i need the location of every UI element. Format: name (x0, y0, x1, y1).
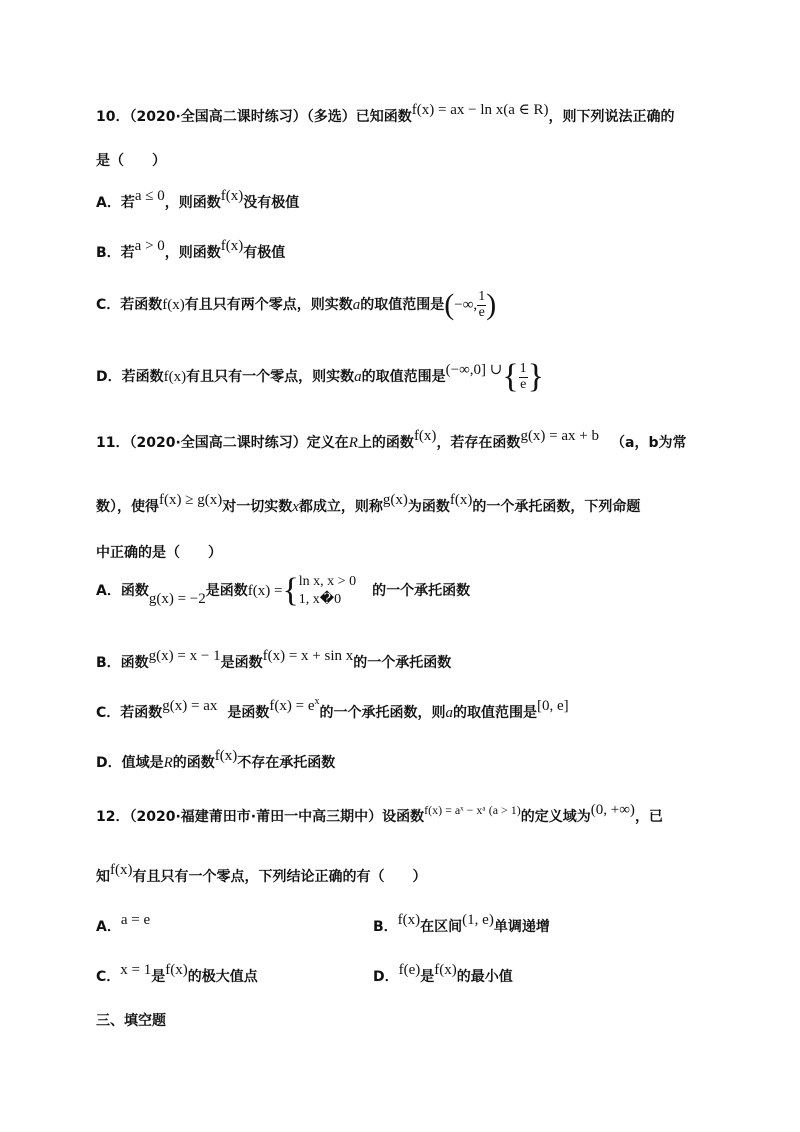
q12-a-pre: A． (96, 919, 121, 935)
q11-l2-end: 的一个承托函数，下列命题 (472, 499, 641, 515)
q11-a-mid: 是函数 (205, 583, 248, 599)
q11-l2-pre: 数），使得 (96, 499, 159, 515)
q10-d-den: e (520, 376, 527, 392)
q11-c-exp: x (314, 696, 320, 707)
q10-c-pre: C．若函数 (96, 297, 163, 313)
q11-a-cases (299, 573, 356, 609)
q10-option-b (96, 238, 286, 262)
q11-l2-mid3: 为函数 (407, 499, 450, 515)
q11-stem-line2 (96, 492, 641, 516)
q12-stem-line2 (96, 862, 427, 886)
q12-head: 12．（2020·福建莆田市·莆田一中高三期中）设函数 (96, 809, 425, 825)
q10-head: 10．（2020·全国高二课时练习）（多选）已知函数 (96, 109, 412, 125)
q10-function: f(x) = ax − ln x(a ∈ R) (411, 102, 549, 118)
q12-b-mid: 在区间 (420, 919, 463, 935)
q10-c-fraction (477, 290, 486, 320)
q10-a-mid: ，则函数 (164, 195, 221, 211)
q11-b-pre: B．函数 (96, 655, 149, 671)
q12-option-a (96, 912, 150, 935)
q10-option-a (96, 188, 300, 212)
q11-mid1: 上的函数 (357, 435, 414, 451)
q10-b-post: 有极值 (243, 245, 286, 261)
q11-c-end: 的一个承托函数，则 (319, 705, 446, 721)
q12-c-mid: 是 (151, 969, 166, 985)
q11-b-g: g(x) = x − 1 (148, 648, 221, 664)
q10-d-open-brace: { (502, 358, 519, 395)
q11-a-f: f(x) = (247, 583, 283, 599)
q11-option-d (96, 748, 336, 772)
q11-a-g: g(x) = −2 (148, 591, 206, 607)
q11-d-r: R (163, 755, 173, 771)
q11-option-c (96, 696, 569, 722)
q10-stem-line2: 是（ ） (96, 153, 166, 169)
q12-options-row2 (96, 962, 513, 986)
q11-b-mid: 是函数 (220, 655, 263, 671)
q11-a-end: 的一个承托函数 (372, 583, 471, 599)
q10-c-end: 的取值范围是 (360, 297, 445, 313)
q10-c-close-paren: ) (486, 288, 497, 321)
q11-mid2: ，若存在函数 (436, 435, 521, 451)
q11-f: f(x) (413, 428, 437, 444)
q11-option-b (96, 648, 452, 672)
q12-options-row1 (96, 912, 550, 936)
q12-b-f: f(x) (397, 912, 421, 928)
q11-d-f: f(x) (214, 748, 238, 764)
q12-c-end: 的极大值点 (187, 969, 258, 985)
q12-b-end: 单调递增 (493, 919, 550, 935)
q11-c-end2: 的取值范围是 (453, 705, 537, 721)
q12-d-pre: D． (373, 969, 399, 985)
q11-stem-line1 (96, 428, 687, 452)
q10-b-f: f(x) (220, 238, 244, 254)
q11-stem-line3: 中正确的是（ ） (96, 545, 222, 561)
q10-c-den: e (478, 304, 485, 320)
q12-a-math: a = e (120, 912, 151, 928)
q10-d-close-brace: } (527, 358, 544, 395)
q12-domain: (0, +∞) (590, 802, 635, 818)
q12-stem-line1 (96, 802, 663, 826)
q12-option-b (373, 912, 550, 936)
q10-b-pre: B．若 (96, 245, 135, 261)
q11-c-mid: 是函数 (227, 705, 270, 721)
q11-l2-g: g(x) (382, 492, 408, 508)
q10-a-f: f(x) (220, 188, 244, 204)
q10-c-open-paren: ( (444, 288, 455, 321)
q11-d-mid: 的函数 (172, 755, 215, 771)
q11-l2-ineq: f(x) ≥ g(x) (159, 492, 223, 508)
q12-function: f(x) = aˣ − xᵃ (a > 1) (424, 803, 521, 817)
q10-tail: ，则下列说法正确的 (548, 109, 675, 125)
q10-a-pre: A．若 (96, 195, 135, 211)
q12-b-interval: (1, e) (462, 912, 494, 928)
q10-d-range: (−∞,0] ∪ (445, 362, 503, 378)
q12-d-end: 的最小值 (456, 969, 513, 985)
q10-c-num: 1 (478, 288, 486, 304)
q11-a-case1: ln x, x > 0 (298, 573, 357, 589)
q10-stem-line1 (96, 102, 675, 126)
q11-d-end: 不存在承托函数 (237, 755, 336, 771)
q12-mid: 的定义域为 (520, 809, 591, 825)
q10-d-fraction (519, 362, 528, 392)
q11-b-f: f(x) = x + sin x (262, 648, 354, 664)
q11-tail: （a，b为常 (611, 435, 687, 451)
q10-c-a: a (352, 297, 361, 313)
q10-d-num: 1 (519, 360, 527, 376)
q12-tail: ，已 (634, 809, 663, 825)
q10-option-c (96, 288, 496, 322)
q12-l2-f: f(x) (110, 862, 133, 878)
q12-option-c (96, 962, 258, 985)
q10-d-post: 有且只有一个零点，则实数 (186, 369, 355, 385)
q10-a-cond: a ≤ 0 (134, 188, 165, 204)
q11-c-g: g(x) = ax (162, 698, 218, 714)
q11-c-f-wrap (269, 698, 319, 714)
q10-d-pre: D．若函数 (96, 369, 164, 385)
q11-l2-mid2: 都成立，则称 (298, 499, 383, 515)
q12-b-pre: B． (373, 919, 398, 935)
q12-option-d (373, 962, 513, 986)
q10-d-a: a (354, 369, 362, 385)
q11-c-f: f(x) = e (269, 698, 315, 714)
q12-c-math: x = 1 (120, 962, 152, 978)
q11-l2-mid: 对一切实数 (222, 499, 293, 515)
q11-c-pre: C．若函数 (96, 705, 163, 721)
q10-b-cond: a > 0 (134, 238, 165, 254)
q11-l2-f: f(x) (449, 492, 473, 508)
q12-c-pre: C． (96, 969, 121, 985)
q10-option-d (96, 358, 544, 396)
q10-d-end: 的取值范围是 (361, 369, 446, 385)
q11-r: R (348, 435, 358, 451)
q12-l2-end: 有且只有一个零点，下列结论正确的有（ ） (132, 869, 427, 885)
q10-c-f: f(x) (162, 297, 185, 313)
q11-a-pre: A．函数 (96, 583, 149, 599)
section-heading: 三、填空题 (96, 1013, 166, 1029)
q11-b-end: 的一个承托函数 (353, 655, 452, 671)
q12-d-f: f(x) (434, 962, 457, 978)
q12-d-mid: 是 (420, 969, 435, 985)
q11-d-pre: D．值域是 (96, 755, 164, 771)
q11-c-range: [0, e] (537, 698, 569, 714)
q11-head: 11．（2020·全国高二课时练习）定义在 (96, 435, 349, 451)
q11-option-a (96, 572, 470, 610)
q11-a-brace: { (282, 572, 299, 609)
q10-b-mid: ，则函数 (164, 245, 221, 261)
q12-d-fe: f(e) (398, 962, 421, 978)
q12-l2-pre: 知 (96, 869, 110, 885)
q10-d-f: f(x) (163, 369, 187, 385)
q10-c-post: 有且只有两个零点，则实数 (184, 297, 353, 313)
q11-g: g(x) = ax + b (520, 428, 600, 444)
q10-c-range-left: −∞, (454, 297, 478, 313)
q11-c-a: a (445, 705, 453, 721)
q12-c-f: f(x) (165, 962, 188, 978)
q11-l2-x: x (292, 499, 299, 515)
q10-a-post: 没有极值 (243, 195, 300, 211)
q11-a-case2: 1, x�0 (298, 592, 342, 607)
